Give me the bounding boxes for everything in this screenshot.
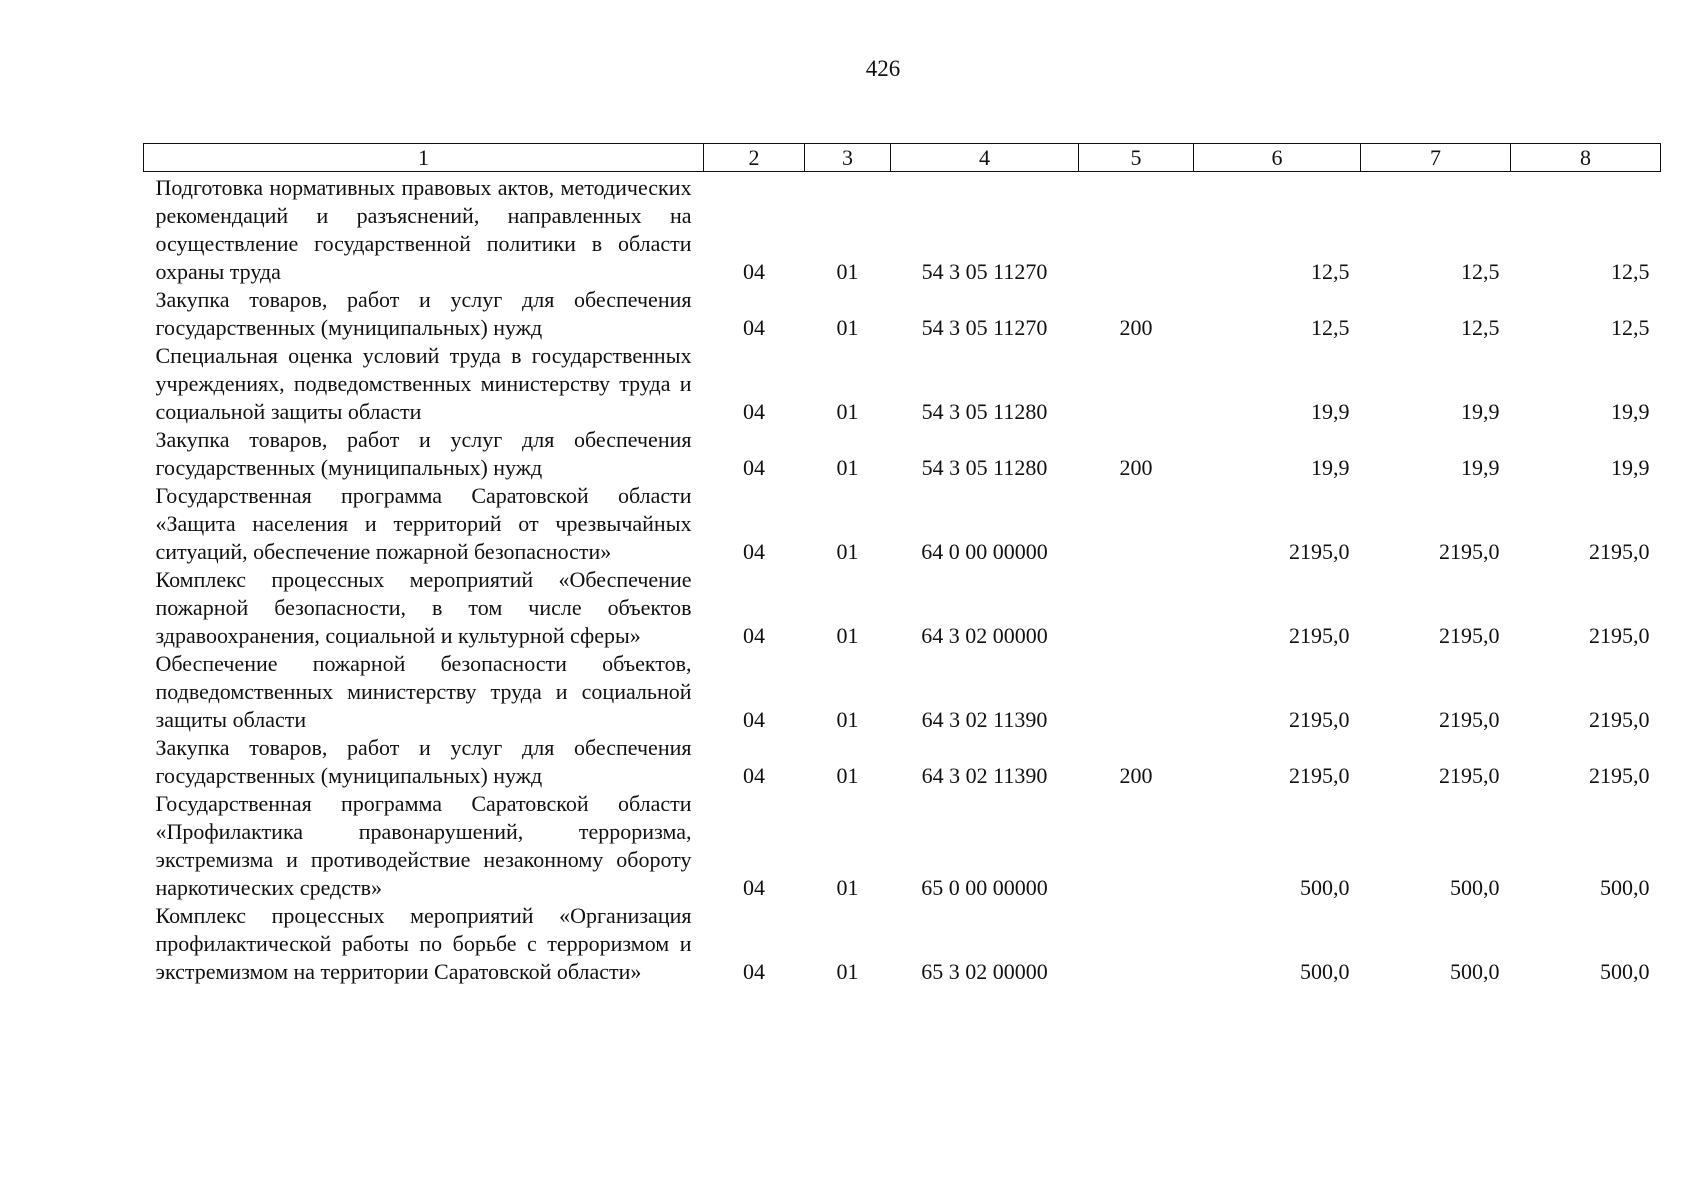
row-amount-6: 2195,0	[1289, 539, 1350, 564]
row-expense-type	[1079, 902, 1194, 986]
row-name: Специальная оценка условий труда в государственных учреждениях, подведомственных министерству труда и социальной защиты области	[155, 343, 692, 424]
column-header-8: 8	[1511, 144, 1661, 172]
row-amount-6: 500,0	[1300, 959, 1350, 984]
row-amount-7: 2195,0	[1439, 763, 1500, 788]
row-section: 04	[743, 763, 765, 788]
column-header-4: 4	[891, 144, 1079, 172]
budget-table	[143, 143, 1661, 986]
row-name: Государственная программа Саратовской области «Защита населения и территорий от чрезвычайных ситуаций, обеспечение пожарной безопасности»	[155, 483, 692, 564]
row-amount-6: 12,5	[1311, 315, 1350, 340]
row-amount-7: 500,0	[1450, 959, 1500, 984]
row-section: 04	[743, 875, 765, 900]
row-subsection: 01	[836, 875, 859, 900]
table-row	[144, 426, 1661, 482]
row-name: Комплекс процессных мероприятий «Организация профилактической работы по борьбе с терроризмом и экстремизмом на территории Саратовской области»	[155, 903, 692, 984]
row-amount-6: 19,9	[1311, 455, 1350, 480]
row-section: 04	[743, 259, 765, 284]
row-amount-7: 19,9	[1461, 455, 1500, 480]
column-header-3: 3	[805, 144, 891, 172]
column-header-2: 2	[704, 144, 805, 172]
table-row	[144, 790, 1661, 902]
row-name: Комплекс процессных мероприятий «Обеспечение пожарной безопасности, в том числе объектов здравоохранения, социальной и культурной сферы»	[155, 567, 692, 648]
row-target-code: 54 3 05 11270	[921, 315, 1048, 340]
row-section: 04	[743, 455, 765, 480]
row-target-code: 54 3 05 11280	[921, 399, 1048, 424]
row-target-code: 54 3 05 11280	[921, 455, 1048, 480]
row-amount-6: 2195,0	[1289, 763, 1350, 788]
column-header-1: 1	[144, 144, 704, 172]
row-target-code: 54 3 05 11270	[921, 259, 1048, 284]
row-section: 04	[743, 959, 765, 984]
row-name: Подготовка нормативных правовых актов, методических рекомендаций и разъяснений, направленных на осуществление государственной политики в области охраны труда	[155, 175, 692, 284]
page-number: 426	[865, 56, 901, 81]
row-section: 04	[743, 623, 765, 648]
row-amount-7: 19,9	[1461, 399, 1500, 424]
header-row	[144, 144, 1661, 172]
row-amount-6: 500,0	[1300, 875, 1350, 900]
row-subsection: 01	[836, 707, 859, 732]
row-subsection: 01	[836, 315, 859, 340]
budget-table-container	[143, 143, 1660, 986]
row-expense-type: 200	[1119, 455, 1153, 480]
row-section: 04	[743, 315, 765, 340]
row-target-code: 64 0 00 00000	[921, 539, 1048, 564]
row-amount-7: 500,0	[1450, 875, 1500, 900]
row-name: Обеспечение пожарной безопасности объектов, подведомственных министерству труда и социальной защиты области	[155, 651, 692, 732]
row-section: 04	[743, 399, 765, 424]
row-subsection: 01	[836, 539, 859, 564]
row-amount-8: 500,0	[1600, 959, 1650, 984]
row-amount-7: 12,5	[1461, 315, 1500, 340]
row-section: 04	[743, 539, 765, 564]
row-amount-8: 2195,0	[1589, 763, 1650, 788]
table-row	[144, 482, 1661, 566]
row-name: Закупка товаров, работ и услуг для обеспечения государственных (муниципальных) нужд	[155, 735, 692, 788]
row-amount-8: 2195,0	[1589, 539, 1650, 564]
table-row	[144, 734, 1661, 790]
row-expense-type	[1079, 482, 1194, 566]
row-amount-7: 12,5	[1461, 259, 1500, 284]
row-expense-type	[1079, 650, 1194, 734]
row-expense-type	[1079, 172, 1194, 287]
table-row	[144, 650, 1661, 734]
row-subsection: 01	[836, 399, 859, 424]
table-row	[144, 902, 1661, 986]
row-amount-7: 2195,0	[1439, 623, 1500, 648]
row-subsection: 01	[836, 455, 859, 480]
row-amount-7: 2195,0	[1439, 707, 1500, 732]
row-target-code: 64 3 02 11390	[921, 707, 1048, 732]
row-amount-6: 12,5	[1311, 259, 1350, 284]
row-subsection: 01	[836, 259, 859, 284]
row-expense-type	[1079, 790, 1194, 902]
column-header-6: 6	[1194, 144, 1361, 172]
row-expense-type: 200	[1119, 763, 1153, 788]
row-target-code: 64 3 02 00000	[921, 623, 1048, 648]
table-header	[144, 144, 1661, 172]
row-subsection: 01	[836, 623, 859, 648]
row-amount-8: 19,9	[1611, 455, 1650, 480]
row-target-code: 65 0 00 00000	[921, 875, 1048, 900]
table-row	[144, 286, 1661, 342]
row-name: Закупка товаров, работ и услуг для обеспечения государственных (муниципальных) нужд	[155, 287, 692, 340]
row-subsection: 01	[836, 763, 859, 788]
table-row	[144, 342, 1661, 426]
table-row	[144, 172, 1661, 287]
row-name: Закупка товаров, работ и услуг для обеспечения государственных (муниципальных) нужд	[155, 427, 692, 480]
row-section: 04	[743, 707, 765, 732]
row-amount-7: 2195,0	[1439, 539, 1500, 564]
row-amount-6: 2195,0	[1289, 623, 1350, 648]
row-expense-type	[1079, 342, 1194, 426]
row-amount-6: 19,9	[1311, 399, 1350, 424]
column-header-5: 5	[1079, 144, 1194, 172]
row-amount-8: 12,5	[1611, 259, 1650, 284]
table-row	[144, 566, 1661, 650]
column-header-7: 7	[1361, 144, 1511, 172]
row-expense-type	[1079, 566, 1194, 650]
table-body	[144, 172, 1661, 987]
row-name: Государственная программа Саратовской области «Профилактика правонарушений, терроризма, экстремизма и противодействие незаконному обороту наркотических средств»	[155, 791, 692, 900]
row-expense-type: 200	[1119, 315, 1153, 340]
row-target-code: 64 3 02 11390	[921, 763, 1048, 788]
row-target-code: 65 3 02 00000	[921, 959, 1048, 984]
row-amount-6: 2195,0	[1289, 707, 1350, 732]
row-amount-8: 2195,0	[1589, 623, 1650, 648]
row-amount-8: 19,9	[1611, 399, 1650, 424]
row-amount-8: 12,5	[1611, 315, 1650, 340]
row-subsection: 01	[836, 959, 859, 984]
row-amount-8: 2195,0	[1589, 707, 1650, 732]
row-amount-8: 500,0	[1600, 875, 1650, 900]
